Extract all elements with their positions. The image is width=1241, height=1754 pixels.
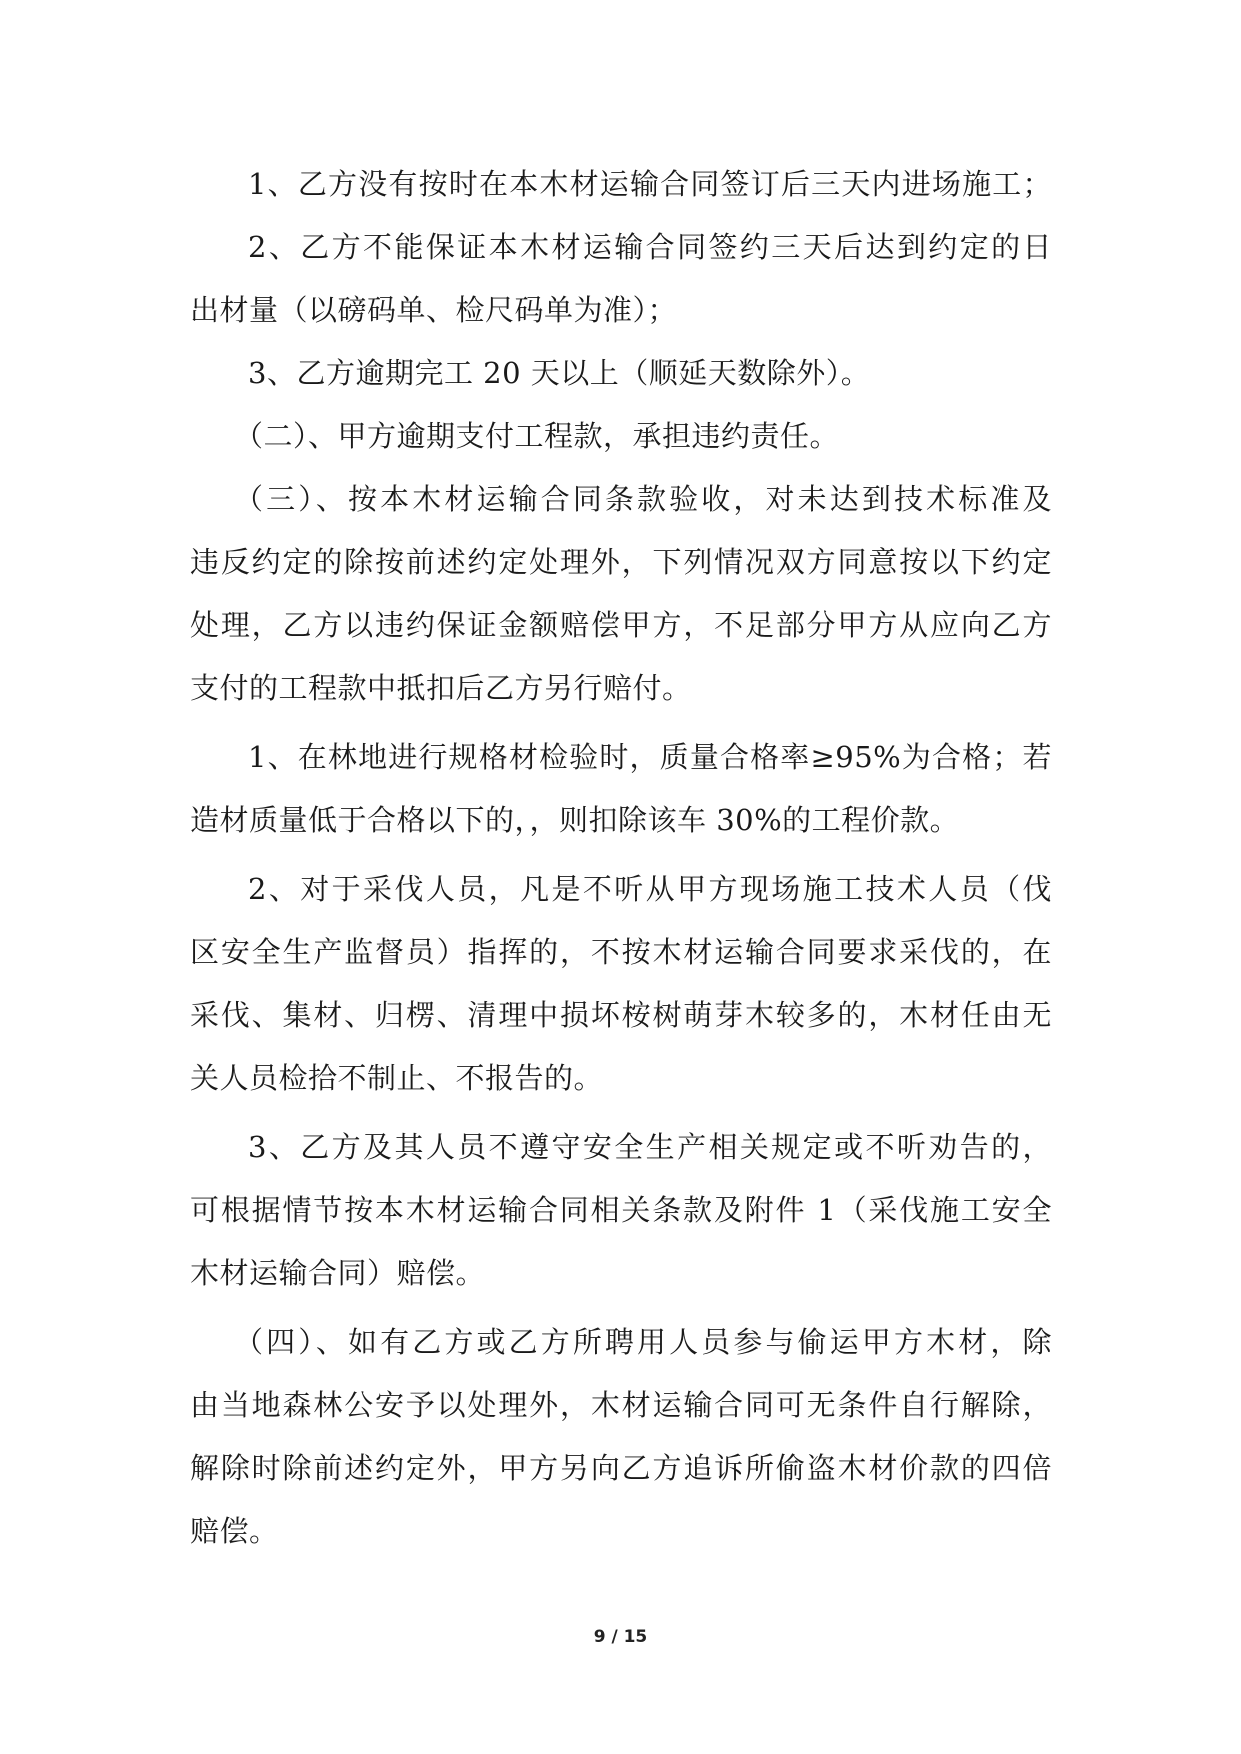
paragraph-line: 支付的工程款中抵扣后乙方另行赔付。 — [190, 671, 692, 705]
paragraph-line: 违反约定的除按前述约定处理外，下列情况双方同意按以下约定 — [190, 545, 1052, 579]
document-body — [190, 153, 1052, 1563]
list-item: 1、乙方没有按时在本木材运输合同签订后三天内进场施工； — [248, 167, 1052, 201]
paragraph-line: 由当地森林公安予以处理外，木材运输合同可无条件自行解除， — [190, 1388, 1052, 1422]
paragraph-line: 解除时除前述约定外，甲方另向乙方追诉所偷盗木材价款的四倍 — [190, 1451, 1052, 1485]
text-line: 区安全生产监督员）指挥的，不按木材运输合同要求采伐的，在 — [190, 935, 1052, 969]
text-line: 采伐、集材、归楞、清理中损坏桉树萌芽木较多的，木材任由无 — [190, 998, 1052, 1032]
paragraph-line: 赔偿。 — [190, 1514, 279, 1548]
list-item: 2、乙方不能保证本木材运输合同签约三天后达到约定的日 — [248, 230, 1052, 264]
paragraph-line: 处理，乙方以违约保证金额赔偿甲方，不足部分甲方从应向乙方 — [190, 608, 1052, 642]
text-line: 可根据情节按本木材运输合同相关条款及附件 1（采伐施工安全 — [190, 1193, 1052, 1227]
text-line: 木材运输合同）赔偿。 — [190, 1256, 486, 1290]
list-item: 1、在林地进行规格材检验时，质量合格率≥95%为合格；若 — [248, 740, 1052, 774]
text-line: 造材质量低于合格以下的，，则扣除该车 30%的工程价款。 — [190, 803, 960, 837]
text-line: 关人员检拾不制止、不报告的。 — [190, 1061, 604, 1095]
section-heading: （二）、甲方逾期支付工程款，承担违约责任。 — [234, 419, 840, 453]
list-item: 3、乙方及其人员不遵守安全生产相关规定或不听劝告的， — [248, 1130, 1052, 1164]
list-item: 3、乙方逾期完工 20 天以上（顺延天数除外）。 — [248, 356, 871, 390]
text-line: 出材量（以磅码单、检尺码单为准）； — [190, 293, 678, 327]
page-number: 9 / 15 — [593, 1627, 648, 1647]
section-heading: （四）、如有乙方或乙方所聘用人员参与偷运甲方木材，除 — [234, 1325, 1052, 1359]
list-item: 2、对于采伐人员，凡是不听从甲方现场施工技术人员（伐 — [248, 872, 1052, 906]
paragraph-line: （三）、按本木材运输合同条款验收，对未达到技术标准及 — [234, 482, 1052, 516]
